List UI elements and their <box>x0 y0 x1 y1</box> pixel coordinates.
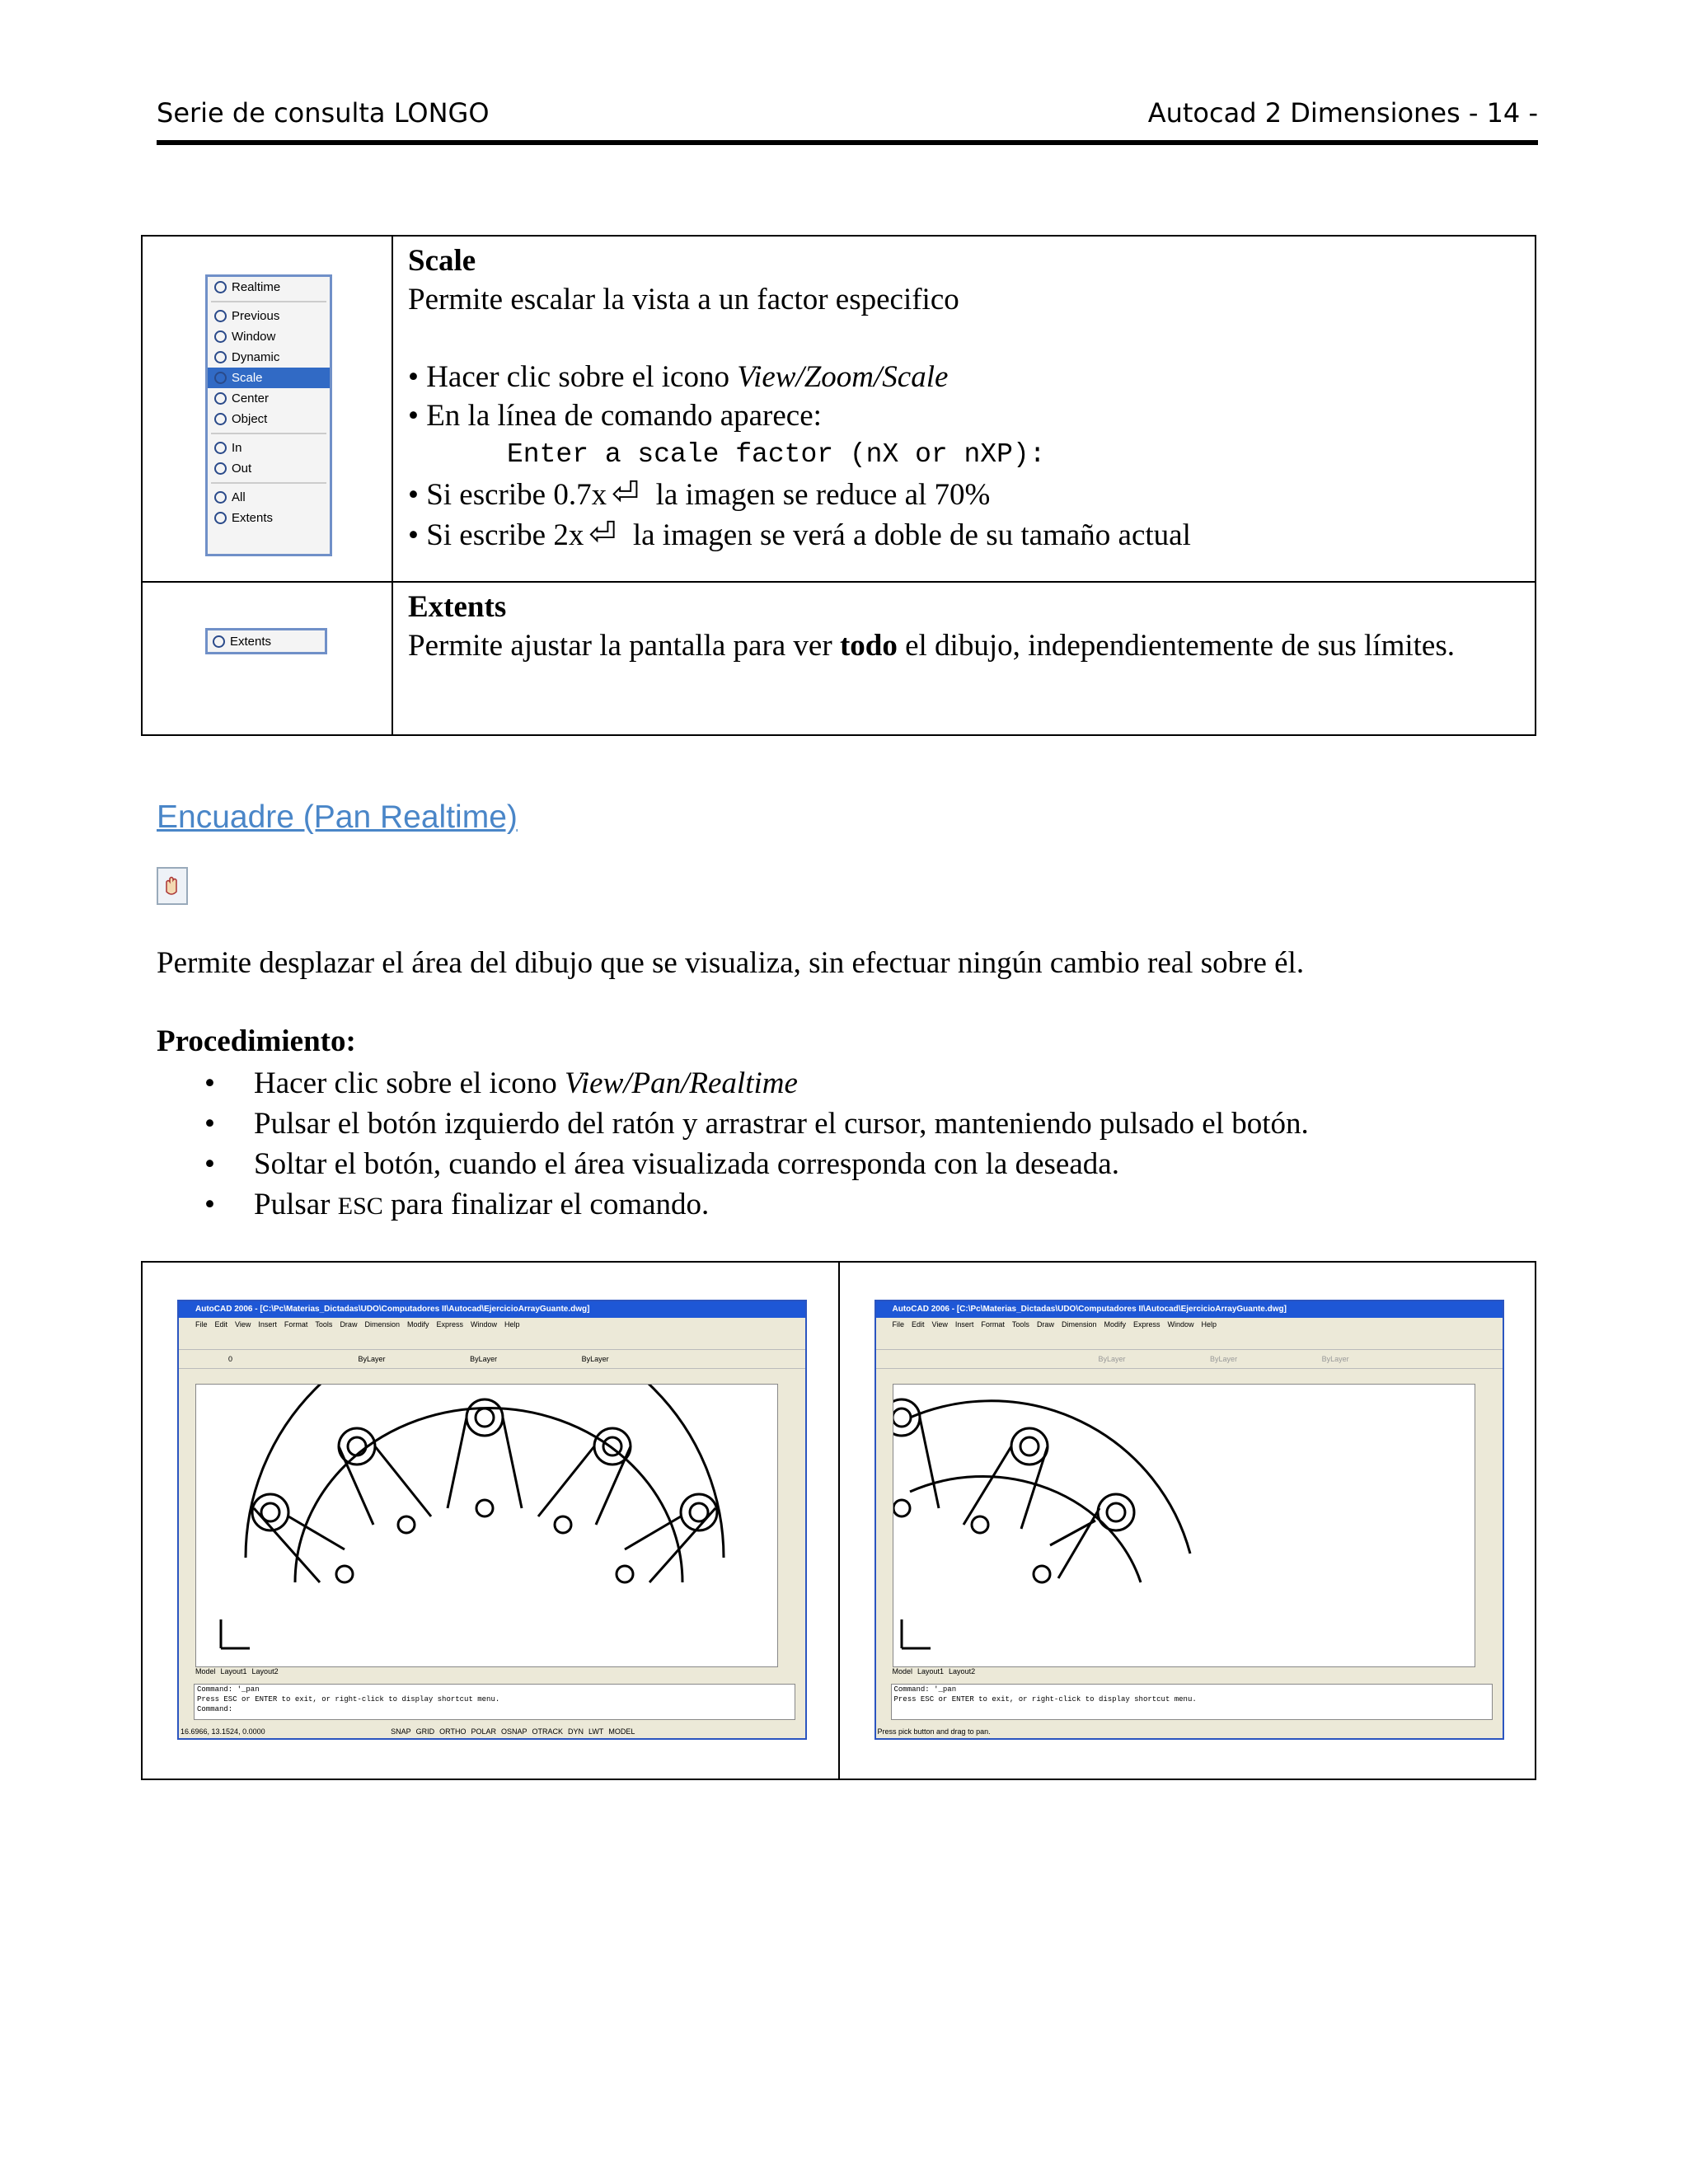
command-prompt: Enter a scale factor (nX or nXP): <box>507 439 1046 470</box>
modify-toolbar[interactable] <box>789 1384 802 1689</box>
menu-draw[interactable]: Draw <box>340 1320 358 1329</box>
zoom-all-item[interactable] <box>208 487 330 508</box>
extents-title: Extents <box>408 590 507 624</box>
menu-tools[interactable]: Tools <box>1011 1320 1029 1329</box>
scale-bullet-3 <box>408 474 1520 514</box>
zoom-realtime-item[interactable] <box>208 277 330 298</box>
menu-label: Extents <box>232 511 274 525</box>
desc-text: el dibujo, independientemente de sus límites. <box>897 629 1455 663</box>
menu-label: Realtime <box>232 280 281 294</box>
menu-separator <box>211 433 326 434</box>
drawing-area[interactable] <box>893 1384 1475 1667</box>
status-bar <box>876 1725 1504 1738</box>
bullet-text: • Hacer clic sobre el icono <box>408 360 738 394</box>
zoom-icon <box>214 413 227 425</box>
zoom-table <box>141 235 1536 736</box>
bullet-text: la imagen se reduce al 70% <box>655 478 991 512</box>
menu-insert[interactable]: Insert <box>954 1320 974 1329</box>
tab-model[interactable]: Model <box>195 1667 216 1675</box>
extents-cell <box>142 582 392 735</box>
step-4 <box>157 1184 1309 1226</box>
page-header <box>157 97 1538 145</box>
menu-dimension[interactable]: Dimension <box>364 1320 400 1329</box>
desc-text: Permite ajustar la pantalla para ver <box>408 629 840 663</box>
window-title: AutoCAD 2006 - [C:\Pc\Materias_Dictadas\UDO\Computadores II\Autocad\EjercicioArrayGuante.dwg] <box>876 1301 1503 1318</box>
glove-drawing <box>196 1385 777 1666</box>
menu-edit[interactable]: Edit <box>214 1320 228 1329</box>
command-line[interactable] <box>194 1684 795 1720</box>
osnap-toggle[interactable]: OSNAP <box>501 1727 528 1736</box>
menu-label: Dynamic <box>232 350 280 364</box>
cmd-line: Command: <box>197 1705 233 1713</box>
zoom-icon <box>214 491 227 504</box>
menu-edit[interactable]: Edit <box>912 1320 925 1329</box>
menu-bar <box>179 1318 805 1331</box>
tab-layout1[interactable]: Layout1 <box>220 1667 247 1675</box>
glove-drawing-panned <box>893 1385 1475 1666</box>
zoom-extents-item[interactable] <box>208 508 330 528</box>
menu-path: View/Pan/Realtime <box>565 1066 798 1100</box>
linetype-value[interactable]: ByLayer <box>1210 1355 1238 1363</box>
pan-section-title: Encuadre (Pan Realtime) <box>157 799 518 835</box>
menu-draw[interactable]: Draw <box>1036 1320 1054 1329</box>
enter-key-icon: ⏎ <box>612 475 640 512</box>
lwt-toggle[interactable]: LWT <box>588 1727 604 1736</box>
scale-desc: Permite escalar la vista a un factor especifico <box>408 283 959 316</box>
cmd-line: Press ESC or ENTER to exit, or right-click to display shortcut menu. <box>197 1695 500 1704</box>
bullet-text: • Si escribe 0.7x <box>408 478 607 512</box>
color-value[interactable]: ByLayer <box>358 1355 386 1363</box>
cmd-line: Press ESC or ENTER to exit, or right-click to display shortcut menu. <box>893 1695 1197 1704</box>
zoom-out-icon <box>214 462 227 475</box>
layer-value[interactable]: 0 <box>228 1355 233 1363</box>
menu-insert[interactable]: Insert <box>258 1320 277 1329</box>
extents-desc <box>408 626 1520 665</box>
zoom-previous-item[interactable] <box>208 306 330 326</box>
menu-view[interactable]: View <box>931 1320 948 1329</box>
color-value[interactable]: ByLayer <box>1098 1355 1126 1363</box>
command-line[interactable] <box>891 1684 1493 1720</box>
menu-help[interactable]: Help <box>1201 1320 1217 1329</box>
menu-window[interactable]: Window <box>1167 1320 1194 1329</box>
procedure-heading: Procedimiento: <box>157 1024 356 1058</box>
ortho-toggle[interactable]: ORTHO <box>439 1727 467 1736</box>
lineweight-value[interactable]: ByLayer <box>581 1355 609 1363</box>
scale-bullet-4 <box>408 514 1520 555</box>
menu-label: In <box>232 441 242 455</box>
procedure-steps <box>157 1063 1309 1226</box>
step-text: Pulsar <box>254 1188 338 1221</box>
step-text: para finalizar el comando. <box>382 1188 710 1221</box>
cmd-line: Command: '_pan <box>197 1685 260 1694</box>
step-text: Hacer clic sobre el icono <box>254 1066 565 1100</box>
menu-modify[interactable]: Modify <box>1104 1320 1126 1329</box>
scale-bullet-1 <box>408 358 1520 396</box>
menu-label: Out <box>232 462 252 476</box>
menu-format[interactable]: Format <box>981 1320 1005 1329</box>
zoom-icon <box>214 310 227 322</box>
menu-view[interactable]: View <box>235 1320 251 1329</box>
pan-realtime-icon <box>157 867 188 905</box>
drawing-area[interactable] <box>195 1384 778 1667</box>
tab-layout2[interactable]: Layout2 <box>251 1667 279 1675</box>
zoom-scale-item[interactable] <box>208 368 330 388</box>
step-1 <box>157 1063 1309 1104</box>
polar-toggle[interactable]: POLAR <box>471 1727 496 1736</box>
layout-tabs <box>893 1667 981 1679</box>
menu-help[interactable]: Help <box>504 1320 520 1329</box>
menu-dimension[interactable]: Dimension <box>1061 1320 1097 1329</box>
zoom-icon <box>214 392 227 405</box>
pan-description: Permite desplazar el área del dibujo que se visualiza, sin efectuar ningún cambio real sobre él. <box>157 946 1305 980</box>
page-number: Autocad 2 Dimensiones - 14 - <box>1147 97 1538 129</box>
snap-toggle[interactable]: SNAP <box>391 1727 411 1736</box>
zoom-in-icon <box>214 442 227 454</box>
menu-label: Scale <box>232 371 263 385</box>
menu-express[interactable]: Express <box>436 1320 464 1329</box>
zoom-object-item[interactable] <box>208 409 330 429</box>
menu-file[interactable]: File <box>892 1320 905 1329</box>
menu-modify[interactable]: Modify <box>406 1320 429 1329</box>
bullet-text: • Si escribe 2x <box>408 518 584 552</box>
zoom-icon <box>214 351 227 363</box>
step-2: • Pulsar el botón izquierdo del ratón y arrastrar el cursor, manteniendo pulsado el botón. <box>157 1104 1309 1144</box>
draw-toolbar[interactable] <box>181 1384 194 1689</box>
zoom-icon <box>214 512 227 524</box>
screenshots-table <box>141 1261 1536 1780</box>
zoom-extents-icon <box>213 635 225 648</box>
modify-toolbar[interactable] <box>1486 1384 1499 1689</box>
bullet-text: la imagen se verá a doble de su tamaño actual <box>632 518 1191 552</box>
model-toggle[interactable]: MODEL <box>608 1727 635 1736</box>
step-3: • Soltar el botón, cuando el área visualizada corresponda con la deseada. <box>157 1144 1309 1184</box>
layers-toolbar <box>179 1350 805 1369</box>
menu-express[interactable]: Express <box>1133 1320 1160 1329</box>
zoom-window-item[interactable] <box>208 326 330 347</box>
menu-label: Object <box>232 412 268 426</box>
hand-icon <box>158 869 186 903</box>
scale-title: Scale <box>408 244 476 278</box>
tab-layout1[interactable]: Layout1 <box>917 1667 945 1675</box>
zoom-menu <box>205 274 332 556</box>
cmd-line: Command: '_pan <box>893 1685 957 1694</box>
lineweight-value[interactable]: ByLayer <box>1321 1355 1349 1363</box>
grid-toggle[interactable]: GRID <box>415 1727 435 1736</box>
dyn-toggle[interactable]: DYN <box>568 1727 584 1736</box>
menu-tools[interactable]: Tools <box>315 1320 333 1329</box>
menu-window[interactable]: Window <box>471 1320 498 1329</box>
menu-label: Previous <box>232 309 280 323</box>
zoom-center-item[interactable] <box>208 388 330 409</box>
draw-toolbar[interactable] <box>878 1384 891 1689</box>
otrack-toggle[interactable]: OTRACK <box>532 1727 564 1736</box>
menu-format[interactable]: Format <box>284 1320 308 1329</box>
tab-layout2[interactable]: Layout2 <box>949 1667 976 1675</box>
window-title: AutoCAD 2006 - [C:\Pc\Materias_Dictadas\UDO\Computadores II\Autocad\EjercicioArrayGuante.dwg] <box>179 1301 805 1318</box>
menu-label: All <box>232 490 246 504</box>
autocad-window-before <box>177 1300 807 1740</box>
standard-toolbar[interactable] <box>179 1331 805 1350</box>
zoom-menu-cell <box>142 236 392 582</box>
zoom-icon <box>214 281 227 293</box>
menu-separator <box>211 482 326 484</box>
layers-toolbar <box>876 1350 1503 1369</box>
zoom-icon <box>214 372 227 384</box>
extents-label: Extents <box>230 634 272 649</box>
menu-separator <box>211 301 326 302</box>
tab-model[interactable]: Model <box>892 1667 913 1675</box>
series-title: Serie de consulta LONGO <box>157 97 490 129</box>
layout-tabs <box>195 1667 284 1679</box>
zoom-dynamic-item[interactable] <box>208 347 330 368</box>
menu-label: Window <box>232 330 276 344</box>
extents-button[interactable] <box>205 628 327 654</box>
menu-file[interactable]: File <box>195 1320 208 1329</box>
screenshot-before-cell <box>142 1262 839 1779</box>
zoom-in-item[interactable] <box>208 438 330 458</box>
scale-bullet-2: • En la línea de comando aparece: <box>408 399 822 433</box>
extents-description <box>392 582 1536 735</box>
screenshot-after-cell <box>839 1262 1536 1779</box>
esc-key: ESC <box>337 1193 383 1220</box>
zoom-icon <box>214 330 227 343</box>
standard-toolbar[interactable] <box>876 1331 1503 1350</box>
desc-bold: todo <box>839 629 898 663</box>
scale-description <box>392 236 1536 582</box>
status-message: Press pick button and drag to pan. <box>877 1727 991 1736</box>
linetype-value[interactable]: ByLayer <box>470 1355 498 1363</box>
enter-key-icon: ⏎ <box>588 515 617 552</box>
autocad-window-after <box>874 1300 1504 1740</box>
menu-path: View/Zoom/Scale <box>737 360 949 394</box>
menu-bar <box>876 1318 1503 1331</box>
status-bar <box>179 1725 807 1738</box>
menu-label: Center <box>232 391 270 405</box>
coords-readout: 16.6966, 13.1524, 0.0000 <box>181 1727 265 1736</box>
zoom-out-item[interactable] <box>208 458 330 479</box>
